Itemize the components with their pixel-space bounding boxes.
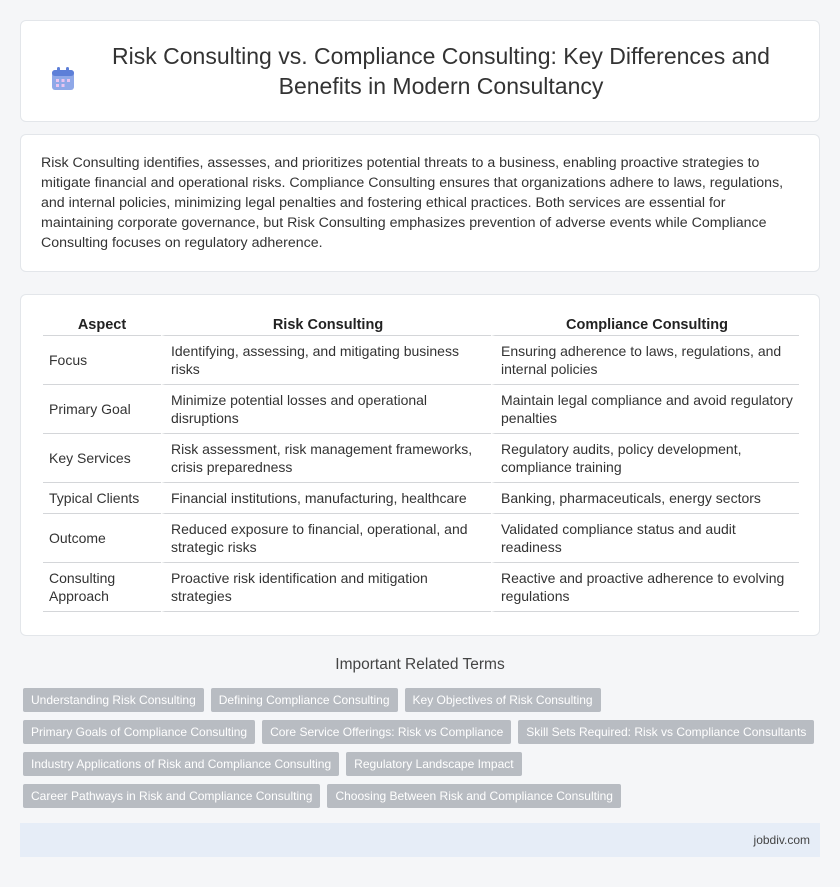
table-cell: Validated compliance status and audit readiness [491, 514, 799, 563]
table-cell: Ensuring adherence to laws, regulations, and internal policies [491, 336, 799, 385]
intro-text: Risk Consulting identifies, assesses, and prioritizes potential threats to a business, enabling proactive strategies to mitigate financial and operational risks. Compliance Consulting ensures that organizations adhere to laws, regulations, and internal policies, minimizing legal penalties and fostering ethical practices. Both services are essential for maintaining corporate governance, but Risk Consulting emphasizes prevention of adverse events while Compliance Consulting focuses on regulatory adherence. [41, 155, 784, 251]
header-aspect: Aspect [43, 311, 161, 336]
table-row [43, 434, 799, 483]
intro-card [20, 134, 820, 272]
table-row [43, 385, 799, 434]
table-row [43, 514, 799, 563]
table-cell: Regulatory audits, policy development, compliance training [491, 434, 799, 483]
table-cell: Consulting Approach [43, 563, 161, 612]
related-term-tag[interactable]: Skill Sets Required: Risk vs Compliance Consultants [518, 720, 814, 744]
table-cell: Proactive risk identification and mitigation strategies [161, 563, 491, 612]
header-risk-consulting: Risk Consulting [161, 311, 491, 336]
table-cell: Financial institutions, manufacturing, healthcare [161, 483, 491, 514]
related-term-tag[interactable]: Choosing Between Risk and Compliance Consulting [327, 784, 621, 808]
related-terms-list [23, 688, 823, 808]
comparison-table [43, 311, 799, 612]
table-cell: Focus [43, 336, 161, 385]
footer-site-link[interactable]: jobdiv.com [753, 833, 810, 847]
comparison-table-card [20, 294, 820, 636]
related-term-tag[interactable]: Career Pathways in Risk and Compliance Consulting [23, 784, 320, 808]
related-term-tag[interactable]: Regulatory Landscape Impact [346, 752, 521, 776]
footer [20, 823, 820, 857]
title-card [20, 20, 820, 122]
table-cell: Identifying, assessing, and mitigating business risks [161, 336, 491, 385]
related-term-tag[interactable]: Industry Applications of Risk and Compliance Consulting [23, 752, 339, 776]
table-cell: Key Services [43, 434, 161, 483]
table-cell: Reduced exposure to financial, operational, and strategic risks [161, 514, 491, 563]
table-cell: Typical Clients [43, 483, 161, 514]
table-cell: Maintain legal compliance and avoid regulatory penalties [491, 385, 799, 434]
related-term-tag[interactable]: Core Service Offerings: Risk vs Compliance [262, 720, 511, 744]
table-row [43, 483, 799, 514]
table-cell: Outcome [43, 514, 161, 563]
table-row [43, 563, 799, 612]
page-title: Risk Consulting vs. Compliance Consulting: Key Differences and Benefits in Modern Consultancy [112, 43, 770, 99]
related-term-tag[interactable]: Key Objectives of Risk Consulting [405, 688, 601, 712]
table-cell: Minimize potential losses and operational disruptions [161, 385, 491, 434]
table-cell: Primary Goal [43, 385, 161, 434]
related-term-tag[interactable]: Defining Compliance Consulting [211, 688, 398, 712]
header-compliance-consulting: Compliance Consulting [491, 311, 799, 336]
table-cell: Reactive and proactive adherence to evolving regulations [491, 563, 799, 612]
related-terms-heading: Important Related Terms [335, 656, 505, 673]
table-cell: Banking, pharmaceuticals, energy sectors [491, 483, 799, 514]
table-row [43, 336, 799, 385]
calendar-icon [49, 65, 77, 93]
table-header-row [43, 311, 799, 336]
table-cell: Risk assessment, risk management frameworks, crisis preparedness [161, 434, 491, 483]
related-term-tag[interactable]: Understanding Risk Consulting [23, 688, 204, 712]
related-term-tag[interactable]: Primary Goals of Compliance Consulting [23, 720, 255, 744]
